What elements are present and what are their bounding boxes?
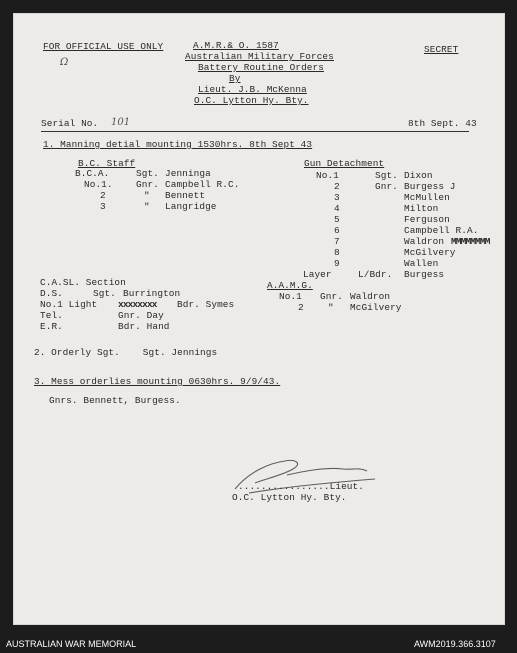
casl-section-title: C.A.SL. Section xyxy=(40,277,126,288)
footer-catalogue-id: AWM2019.366.3107 xyxy=(414,639,496,649)
casl-role: No.1 Light xyxy=(40,299,98,310)
bc-staff-name: Campbell R.C. xyxy=(165,179,240,190)
bc-staff-name: Langridge xyxy=(165,201,217,212)
gun-role: 5 xyxy=(334,214,340,225)
gun-role: 6 xyxy=(334,225,340,236)
gun-name: McMullen xyxy=(404,192,450,203)
casl-name: Bdr. Symes xyxy=(177,299,235,310)
secret-label: SECRET xyxy=(424,44,459,55)
bc-staff-name: Bennett xyxy=(165,190,206,201)
gun-rank: Gnr. xyxy=(375,181,398,192)
gun-name: Wallen xyxy=(404,258,439,269)
bc-staff-role: No.1. xyxy=(84,179,113,190)
order-reference: A.M.R.& O. 1587 xyxy=(193,40,279,51)
struck-out-text: xxxxxxxx xyxy=(118,299,157,310)
struck-out-text: MMMMMMMM xyxy=(451,236,490,247)
item3-heading: 3. Mess orderlies mounting 0630hrs. 9/9/43. xyxy=(34,376,281,387)
gun-detachment-title: Gun Detachment xyxy=(304,158,385,169)
gun-role: 4 xyxy=(334,203,340,214)
handwritten-mark: Ω xyxy=(60,57,69,68)
bc-staff-role: 2 xyxy=(100,190,106,201)
casl-name: Bdr. Hand xyxy=(118,321,170,332)
gun-name: Ferguson xyxy=(404,214,450,225)
header-line-forces: Australian Military Forces xyxy=(185,51,334,62)
aamg-role: 2 xyxy=(298,302,304,313)
casl-name: Burrington xyxy=(123,288,181,299)
gun-name: Dixon xyxy=(404,170,433,181)
serial-date: 8th Sept. 43 xyxy=(408,118,477,129)
casl-role: D.S. xyxy=(40,288,63,299)
gun-role: 8 xyxy=(334,247,340,258)
gun-role: 3 xyxy=(334,192,340,203)
serial-rule xyxy=(41,131,469,132)
header-line-officer: Lieut. J.B. McKenna xyxy=(198,84,307,95)
bc-staff-rank: " xyxy=(144,201,150,212)
gun-rank: L/Bdr. xyxy=(358,269,393,280)
serial-number: 101 xyxy=(111,117,131,128)
gun-rank: Sgt. xyxy=(375,170,398,181)
gun-name: Burgess J xyxy=(404,181,456,192)
gun-role: No.1 xyxy=(316,170,339,181)
aamg-title: A.A.M.G. xyxy=(267,280,313,291)
header-line-by: By xyxy=(229,73,241,84)
bc-staff-title: B.C. Staff xyxy=(78,158,136,169)
gun-role: 9 xyxy=(334,258,340,269)
item3-names: Gnrs. Bennett, Burgess. xyxy=(49,395,181,406)
serial-label: Serial No. xyxy=(41,118,99,129)
signature-title: O.C. Lytton Hy. Bty. xyxy=(232,492,347,503)
casl-name: Gnr. Day xyxy=(118,310,164,321)
header-line-orders: Battery Routine Orders xyxy=(198,62,324,73)
gun-name: Milton xyxy=(404,203,439,214)
aamg-rank: " xyxy=(328,302,334,313)
gun-role: Layer xyxy=(303,269,332,280)
document-page xyxy=(13,13,505,625)
gun-role: 2 xyxy=(334,181,340,192)
footer-archive-name: AUSTRALIAN WAR MEMORIAL xyxy=(6,639,137,649)
gun-role: 7 xyxy=(334,236,340,247)
gun-name: McGilvery xyxy=(404,247,456,258)
gun-name: Burgess xyxy=(404,269,445,280)
casl-rank: Sgt. xyxy=(93,288,116,299)
aamg-role: No.1 xyxy=(279,291,302,302)
bc-staff-rank: " xyxy=(144,190,150,201)
gun-name: Campbell R.A. xyxy=(404,225,479,236)
casl-role: E.R. xyxy=(40,321,63,332)
bc-staff-rank: Sgt. xyxy=(136,168,159,179)
casl-role: Tel. xyxy=(40,310,63,321)
aamg-name: McGilvery xyxy=(350,302,402,313)
item1-heading: 1. Manning detial mounting 1530hrs. 8th Sept 43 xyxy=(43,139,313,150)
aamg-name: Waldron xyxy=(350,291,391,302)
signature-line: ................Lieut. xyxy=(238,481,364,492)
bc-staff-role: B.C.A. xyxy=(75,168,110,179)
bc-staff-rank: Gnr. xyxy=(136,179,159,190)
aamg-rank: Gnr. xyxy=(320,291,343,302)
bc-staff-name: Jenninga xyxy=(165,168,211,179)
official-use-label: FOR OFFICIAL USE ONLY xyxy=(43,41,164,52)
header-line-unit: O.C. Lytton Hy. Bty. xyxy=(194,95,309,106)
item2-orderly-sergeant: 2. Orderly Sgt. Sgt. Jennings xyxy=(34,347,218,358)
bc-staff-role: 3 xyxy=(100,201,106,212)
gun-name: Waldron xyxy=(404,236,445,247)
